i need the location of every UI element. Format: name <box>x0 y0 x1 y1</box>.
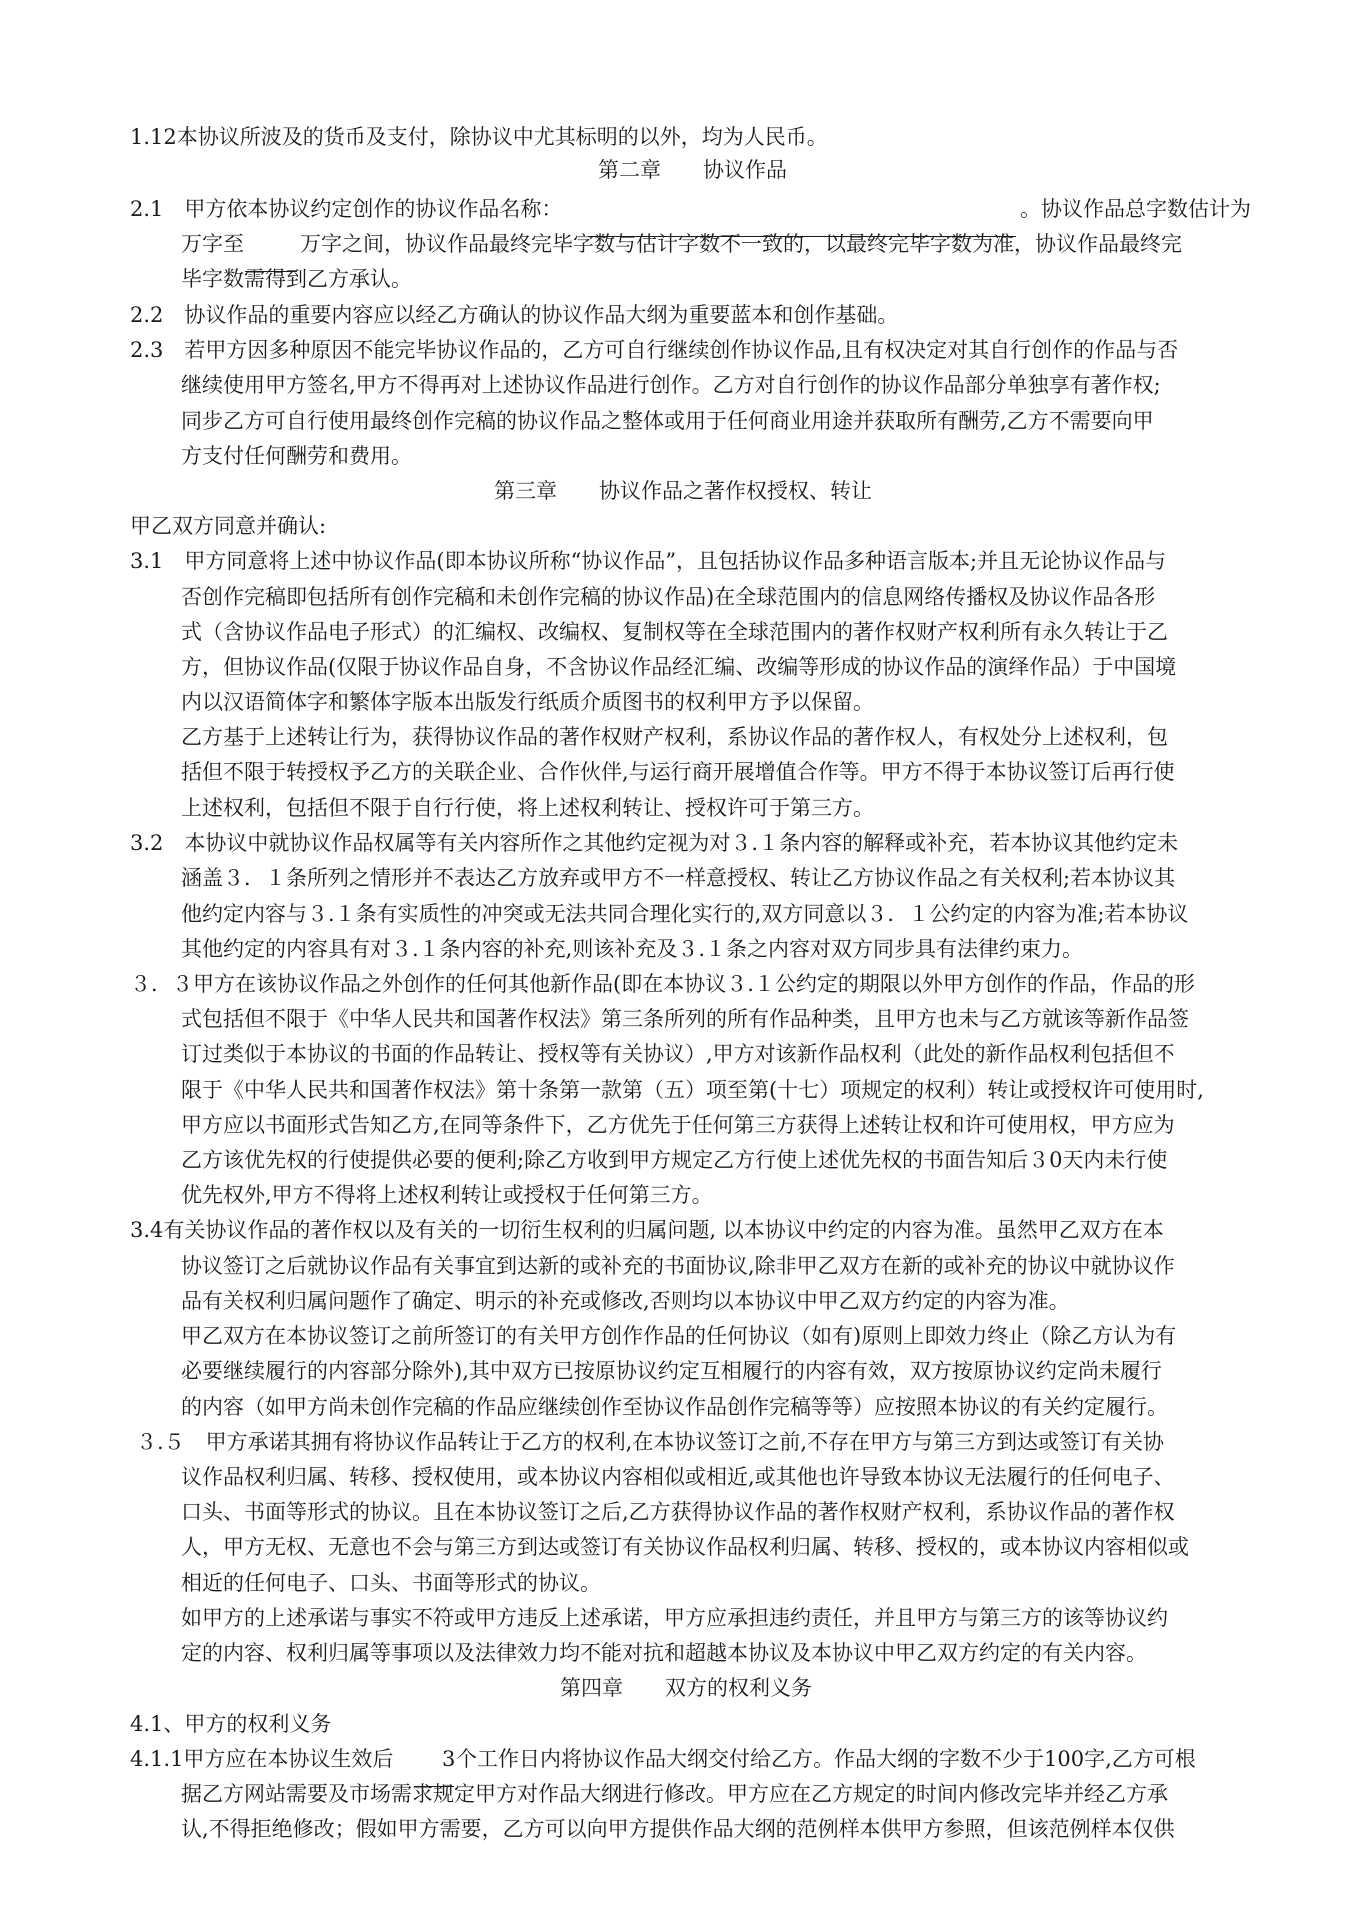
text-line: 乙方基于上述转让行为，获得协议作品的著作权财产权利，系协议作品的著作权人，有权处分上述权利，包 <box>181 725 1168 749</box>
text-line: 他约定内容与３.１条有实质性的冲突或无法共同合理化实行的,双方同意以３．１公约定的内容为准;若本协议 <box>181 902 1189 926</box>
work-title-blank <box>588 214 1016 237</box>
text-line: 的内容（如甲方尚未创作完稿的作品应继续创作至协议作品创作完稿等等）应按照本协议的有关约定履行。 <box>181 1395 1168 1419</box>
text-line: 2.3 若甲方因多种原因不能完毕协议作品的，乙方可自行继续创作协议作品,且有权决定对其自行创作的作品与否 <box>130 338 1179 362</box>
text-line: 个工作日内将协议作品大纲交付给乙方。作品大纲的字数不少于100字,乙方可根 <box>456 1747 1196 1771</box>
text-line: 4.1.1甲方应在本协议生效后 <box>130 1747 394 1771</box>
text-line: 必要继续履行的内容部分除外),其中双方已按原协议约定互相履行的内容有效，双方按原协议约定尚未履行 <box>181 1359 1162 1383</box>
text-line: 品有关权利归属问题作了确定、明示的补充或修改,否则均以本协议中甲乙双方约定的内容为准。 <box>181 1289 1070 1313</box>
word-count-blank <box>245 249 297 272</box>
days-blank <box>414 1764 454 1787</box>
text-line: 3.1 甲方同意将上述中协议作品(即本协议所称“协议作品”，且包括协议作品多种语言版本;并且无论协议作品与 <box>130 549 1167 573</box>
text-line: 甲方应以书面形式告知乙方,在同等条件下，乙方优先于任何第三方获得上述转让权和许可使用权，甲方应为 <box>181 1113 1175 1137</box>
text-line: 2.1 甲方依本协议约定创作的协议作品名称： <box>130 197 563 221</box>
text-line: 3.4有关协议作品的著作权以及有关的一切衍生权利的归属问题, 以本协议中约定的内容为准。虽然甲乙双方在本 <box>130 1218 1164 1242</box>
text-line: 第四章 双方的权利义务 <box>560 1676 812 1700</box>
text-line: 订过类似于本协议的书面的作品转让、授权等有关协议）,甲方对该新作品权利（此处的新作品权利包括但不 <box>181 1042 1175 1066</box>
text-line: 第三章 协议作品之著作权授权、转让 <box>494 479 872 503</box>
text-line: 继续使用甲方签名,甲方不得再对上述协议作品进行创作。乙方对自行创作的协议作品部分单独享有著作权; <box>181 373 1161 397</box>
text-line: 括但不限于转授权予乙方的关联企业、合作伙伴,与运行商开展增值合作等。甲方不得于本协议签订后再行使 <box>181 760 1175 784</box>
text-line: ３.５ 甲方承诺其拥有将协议作品转让于乙方的权利,在本协议签订之前,不存在甲方与第三方到达或签订有关协 <box>136 1430 1165 1454</box>
text-line: 相近的任何电子、口头、书面等形式的协议。 <box>181 1571 601 1595</box>
text-line: 3.2 本协议中就协议作品权属等有关内容所作之其他约定视为对３.１条内容的解释或补充，若本协议其他约定未 <box>130 831 1179 855</box>
text-line: 。协议作品总字数估计为 <box>1020 197 1251 221</box>
text-line: 1.12本协议所波及的货币及支付，除协议中尤其标明的以外，均为人民币。 <box>130 125 828 149</box>
text-line: 式（含协议作品电子形式）的汇编权、改编权、复制权等在全球范围内的著作权财产权利所有永久转让于乙 <box>181 620 1168 644</box>
text-line: 第二章 协议作品 <box>598 158 787 182</box>
text-line: 3 <box>442 1747 456 1771</box>
text-line: 据乙方网站需要及市场需求规定甲方对作品大纲进行修改。甲方应在乙方规定的时间内修改完毕并经乙方承 <box>181 1782 1168 1806</box>
text-line: 协议签订之后就协议作品有关事宜到达新的或补充的书面协议,除非甲乙双方在新的或补充的协议中就协议作 <box>181 1254 1175 1278</box>
text-line: 人，甲方无权、无意也不会与第三方到达或签订有关协议作品权利归属、转移、授权的，或本协议内容相似或 <box>181 1535 1189 1559</box>
text-line: 优先权外,甲方不得将上述权利转让或授权于任何第三方。 <box>181 1183 713 1207</box>
text-line: 口头、书面等形式的协议。且在本协议签订之后,乙方获得协议作品的著作权财产权利，系协议作品的著作权 <box>181 1500 1175 1524</box>
text-line: 乙方该优先权的行使提供必要的便利;除乙方收到甲方规定乙方行使上述优先权的书面告知后３0天内未行使 <box>181 1148 1168 1172</box>
text-line: 2.2 协议作品的重要内容应以经乙方确认的协议作品大纲为重要蓝本和创作基础。 <box>130 303 899 327</box>
text-line: ３．３甲方在该协议作品之外创作的任何其他新作品(即在本协议３.１公约定的期限以外甲方创作的作品，作品的形 <box>130 972 1195 996</box>
text-line: 方支付任何酬劳和费用。 <box>181 444 412 468</box>
text-line: 议作品权利归属、转移、授权使用，或本协议内容相似或相近,或其他也许导致本协议无法履行的任何电子、 <box>181 1465 1175 1489</box>
text-line: 方，但协议作品(仅限于协议作品自身，不含协议作品经汇编、改编等形成的协议作品的演绎作品）于中国境 <box>181 655 1177 679</box>
text-line: 其他约定的内容具有对３.１条内容的补充,则该补充及３.１条之内容对双方同步具有法律约束力。 <box>181 937 1084 961</box>
text-line: 万字至 <box>181 232 244 256</box>
text-line: 4.1、甲方的权利义务 <box>130 1712 332 1736</box>
text-line: 否创作完稿即包括所有创作完稿和未创作完稿的协议作品)在全球范围内的信息网络传播权及协议作品各形 <box>181 585 1156 609</box>
text-line: 涵盖３．１条所列之情形并不表达乙方放弃或甲方不一样意授权、转让乙方协议作品之有关权利;若本协议其 <box>181 866 1176 890</box>
text-line: 内以汉语简体字和繁体字版本出版发行纸质介质图书的权利甲方予以保留。 <box>181 690 874 714</box>
text-line: 万字之间，协议作品最终完毕字数与估计字数不一致的，以最终完毕字数为准，协议作品最终完 <box>300 232 1182 256</box>
text-line: 上述权利，包括但不限于自行行使，将上述权利转让、授权许可于第三方。 <box>181 796 874 820</box>
text-line: 同步乙方可自行使用最终创作完稿的协议作品之整体或用于任何商业用途并获取所有酬劳,乙方不需要向甲 <box>181 409 1154 433</box>
text-line: 式包括但不限于《中华人民共和国著作权法》第三条所列的所有作品种类，且甲方也未与乙方就该等新作品签 <box>181 1007 1189 1031</box>
text-line: 甲乙双方同意并确认: <box>130 514 327 538</box>
text-line: 认,不得拒绝修改；假如甲方需要，乙方可以向甲方提供作品大纲的范例样本供甲方参照，但该范例样本仅供 <box>181 1817 1175 1841</box>
text-line: 甲乙双方在本协议签订之前所签订的有关甲方创作作品的任何协议（如有)原则上即效力终止（除乙方认为有 <box>181 1324 1177 1348</box>
text-line: 毕字数需得到乙方承认。 <box>181 267 412 291</box>
text-line: 限于《中华人民共和国著作权法》第十条第一款第（五）项至第(十七）项规定的权利）转让或授权许可使用时, <box>181 1078 1204 1102</box>
text-line: 定的内容、权利归属等事项以及法律效力均不能对抗和超越本协议及本协议中甲乙双方约定的有关内容。 <box>181 1641 1147 1665</box>
text-line: 如甲方的上述承诺与事实不符或甲方违反上述承诺，甲方应承担违约责任，并且甲方与第三方的该等协议约 <box>181 1606 1168 1630</box>
